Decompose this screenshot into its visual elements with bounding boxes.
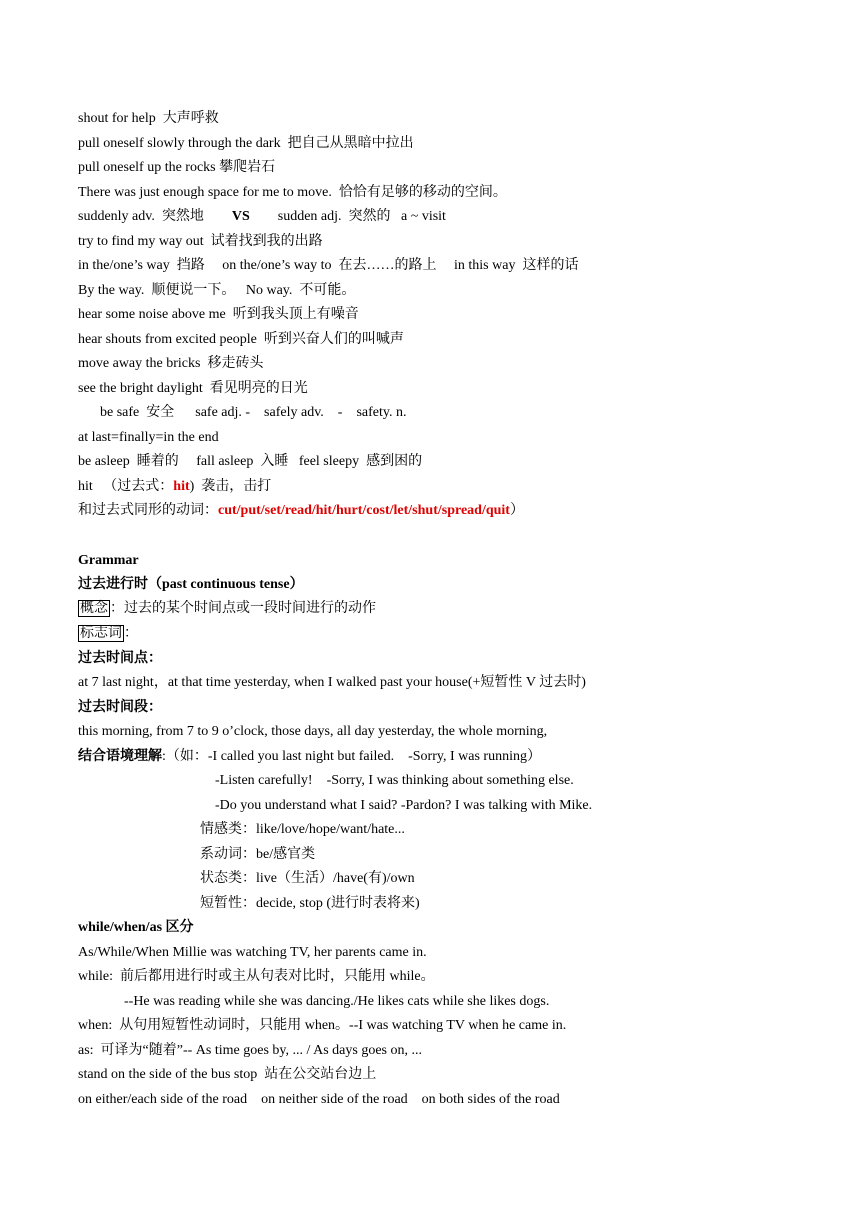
vocab-line: pull oneself up the rocks 攀爬岩石 — [78, 160, 276, 175]
same-form-verbs: cut/put/set/read/hit/hurt/cost/let/shut/spread/quit — [218, 503, 510, 518]
sudden-text: sudden adj. 突然的 a ~ visit — [249, 209, 446, 224]
vocab-line: move away the bricks 移走砖头 — [78, 356, 264, 371]
context-example: -Listen carefully! -Sorry, I was thinking about something else. — [215, 773, 574, 788]
while-example: --He was reading while she was dancing./He likes cats while she likes dogs. — [124, 994, 550, 1009]
as-line: as: 可译为“随着”-- As time goes by, ... / As days goes on, ... — [78, 1043, 422, 1058]
grammar-heading: Grammar — [78, 553, 139, 568]
exception-line: 系动词：be/感官类 — [200, 847, 316, 862]
while-line: As/While/When Millie was watching TV, her parents came in. — [78, 945, 427, 960]
vocab-line: There was just enough space for me to move. 恰恰有足够的移动的空间。 — [78, 185, 507, 200]
side-line: on either/each side of the road on neither side of the road on both sides of the road — [78, 1092, 560, 1107]
context-example: -Do you understand what I said? -Pardon? I was talking with Mike. — [215, 798, 593, 813]
context-line — [78, 748, 541, 766]
side-line: stand on the side of the bus stop 站在公交站台边上 — [78, 1067, 377, 1082]
while-line: while: 前后都用进行时或主从句表对比时，只能用 while。 — [78, 969, 435, 984]
marker-box: 标志词 — [80, 626, 122, 641]
context-text: :（如：-I called you last night but failed. -Sorry, I was running） — [162, 749, 541, 764]
suddenly-text: suddenly adv. 突然地 — [78, 209, 232, 224]
vocab-line: hear shouts from excited people 听到兴奋人们的叫喊声 — [78, 332, 404, 347]
tense-heading: 过去进行时（past continuous tense） — [78, 577, 304, 592]
same-form-line — [78, 502, 524, 520]
vocab-line: hear some noise above me 听到我头顶上有噪音 — [78, 307, 359, 322]
vocab-line: pull oneself slowly through the dark 把自己从黑暗中拉出 — [78, 136, 414, 151]
point-heading: 过去时间点： — [78, 651, 162, 666]
hit-line — [78, 478, 271, 496]
same-form-pre: 和过去式同形的动词： — [78, 503, 218, 518]
vs-label: VS — [231, 209, 250, 224]
hit-post: ) 袭击，击打 — [189, 479, 272, 494]
while-heading: while/when/as 区分 — [78, 920, 194, 935]
vocab-line: see the bright daylight 看见明亮的日光 — [78, 381, 308, 396]
suddenly-line — [78, 208, 446, 226]
exception-line: 情感类：like/love/hope/want/hate... — [200, 822, 405, 837]
vocab-line: shout for help 大声呼救 — [78, 111, 219, 126]
vocab-line: be safe 安全 safe adj. - safely adv. - safety. n. — [100, 405, 407, 420]
vocab-line: in the/one’s way 挡路 on the/one’s way to 在去……的路上 in this way 这样的话 — [78, 258, 579, 273]
concept-line — [78, 600, 376, 618]
exception-line: 状态类：live（生活）/have(有)/own — [200, 871, 415, 886]
hit-past-form: hit — [173, 479, 190, 494]
vocab-line: By the way. 顺便说一下。 No way. 不可能。 — [78, 283, 356, 298]
point-text: at 7 last night，at that time yesterday, when I walked past your house(+短暂性 V 过去时) — [78, 675, 586, 690]
vocab-line: at last=finally=in the end — [78, 430, 219, 445]
hit-pre: hit （过去式： — [78, 479, 174, 494]
marker-line — [78, 625, 138, 643]
vocab-line: be asleep 睡着的 fall asleep 入睡 feel sleepy 感到困的 — [78, 454, 423, 469]
vocab-line: try to find my way out 试着找到我的出路 — [78, 234, 323, 249]
when-line: when: 从句用短暂性动词时，只能用 when。--I was watching TV when he came in. — [78, 1018, 567, 1033]
concept-text: ：过去的某个时间点或一段时间进行的动作 — [110, 601, 376, 616]
exception-line: 短暂性：decide, stop (进行时表将来) — [200, 896, 420, 911]
same-form-post: ） — [509, 503, 524, 518]
concept-box: 概念 — [80, 601, 108, 616]
period-heading: 过去时间段： — [78, 700, 162, 715]
period-text: this morning, from 7 to 9 o’clock, those days, all day yesterday, the whole morning, — [78, 724, 548, 739]
marker-text: ： — [124, 626, 138, 641]
context-heading: 结合语境理解 — [78, 749, 162, 764]
